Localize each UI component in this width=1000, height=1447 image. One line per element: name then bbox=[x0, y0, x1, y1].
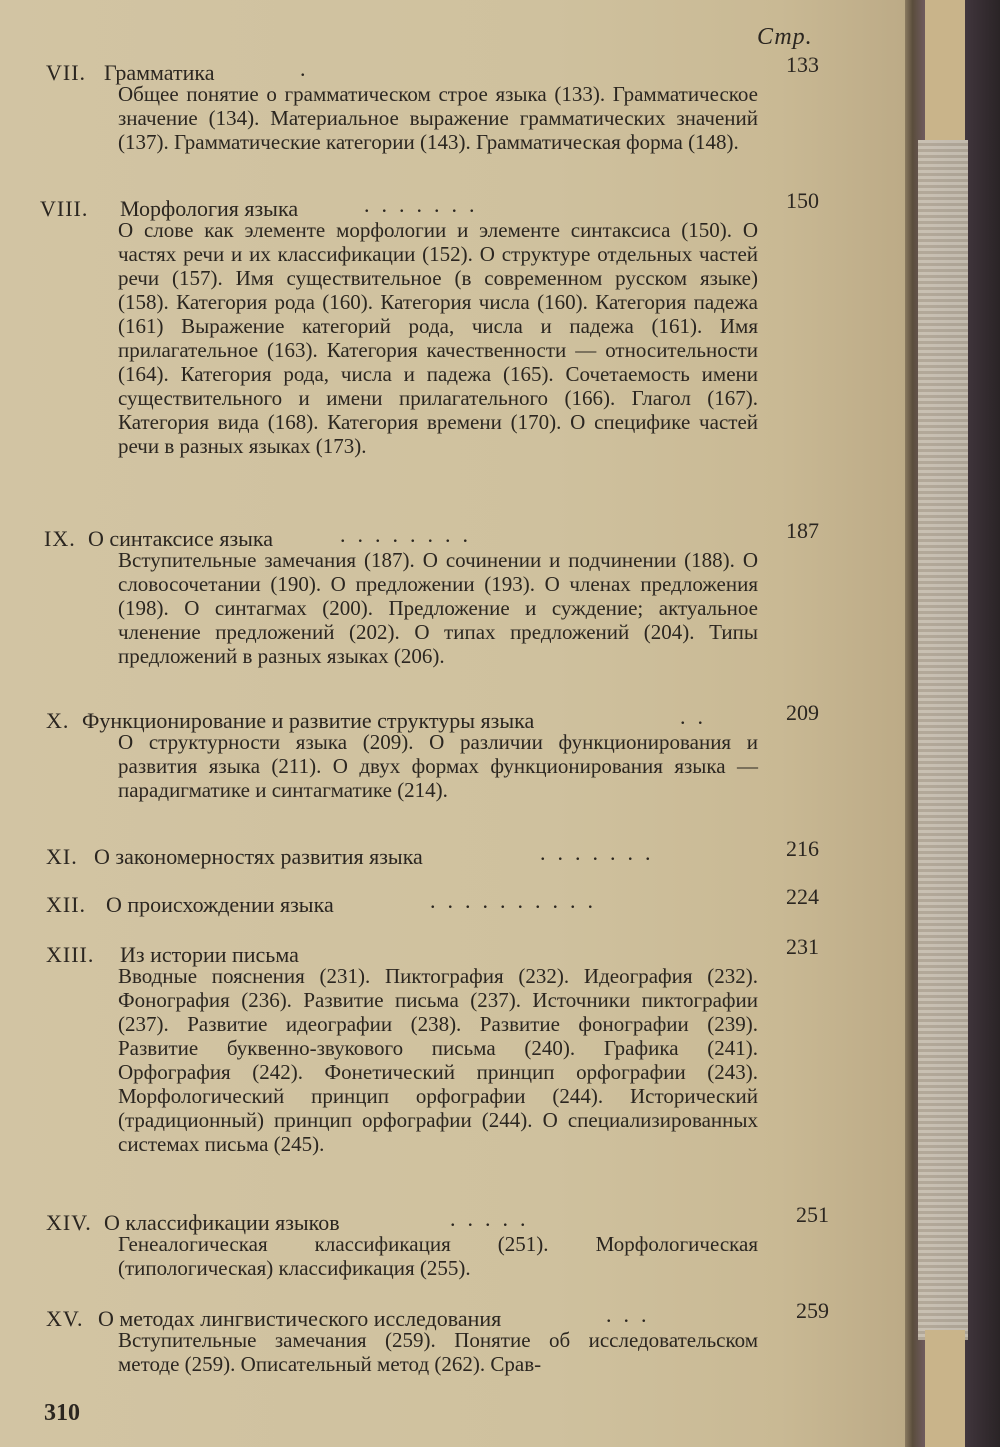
chapter-number: XI. bbox=[46, 844, 78, 869]
chapter-title: О закономерностях развития языка bbox=[94, 844, 423, 869]
leader-dots: ....... bbox=[540, 840, 663, 865]
chapter-number: XV. bbox=[46, 1306, 84, 1331]
chapter-title: О классификации языков bbox=[104, 1210, 340, 1235]
chapter-title: Грамматика bbox=[104, 60, 215, 85]
chapter-title: Из истории письма bbox=[120, 942, 299, 967]
leader-dots: .......... bbox=[430, 888, 605, 913]
chapter-page: 150 bbox=[786, 188, 819, 213]
chapter-number: XII. bbox=[46, 892, 87, 917]
chapter-title: О методах лингвистического исследования bbox=[98, 1306, 502, 1331]
chapter-contents: Вводные пояснения (231). Пиктография (232). Идеография (232). Фонография (236). Развитие письма (237). Источники пиктографии (237). Развитие идеографии (238). Развитие фонографии (239). Развитие буквенно-звукового письма (240). Графика (241). Орфография (242). Фонетический принцип орфографии (243). Морфологический принцип орфографии (244). Исторический (традиционный) принцип орфографии (244). О специализированных системах письма (245). bbox=[118, 964, 758, 1156]
leader-dots: ....... bbox=[364, 192, 487, 217]
chapter-page: 251 bbox=[796, 1202, 829, 1227]
chapter-contents: О структурности языка (209). О различии функционирования и развития языка (211). О двух формах функционирования языка — парадигматике и синтагматике (214). bbox=[118, 730, 758, 802]
leader-dots: ........ bbox=[340, 522, 480, 547]
spine-cardboard-bottom bbox=[925, 1330, 965, 1447]
chapter-page: 133 bbox=[786, 52, 819, 77]
spine-binding-tape bbox=[918, 140, 968, 1340]
chapter-contents: Общее понятие о грамматическом строе языка (133). Грамматическое значение (134). Материальное выражение грамматических значений (137). Грамматические категории (143). Грамматическая форма (148). bbox=[118, 82, 758, 154]
chapter-number: VIII. bbox=[40, 196, 89, 221]
chapter-contents: О слове как элементе морфологии и элементе синтаксиса (150). О частях речи и их классификации (152). О структуре отдельных частей речи (157). Имя существительное (в современном русском языке) (158). Категория рода (160). Категория числа (160). Категория падежа (161) Выражение категорий рода, числа и падежа (161). Имя прилагательное (163). Категория качественности — относительности (164). Категория рода, числа и падежа (165). Сочетаемость имени существительного и имени прилагательного (166). Глагол (167). Категория вида (168). Категория времени (170). О специфике частей речи в разных языках (173). bbox=[118, 218, 758, 458]
chapter-title: О происхождении языка bbox=[106, 892, 334, 917]
chapter-page: 259 bbox=[796, 1298, 829, 1323]
chapter-page: 231 bbox=[786, 934, 819, 959]
leader-dots: . bbox=[300, 56, 318, 81]
chapter-number: XIII. bbox=[46, 942, 95, 967]
chapter-number: XIV. bbox=[46, 1210, 92, 1235]
chapter-title: О синтаксисе языка bbox=[88, 526, 274, 551]
chapter-number: IX. bbox=[44, 526, 76, 551]
chapter-contents: Вступительные замечания (259). Понятие об исследовательском методе (259). Описательный метод (262). Срав- bbox=[118, 1328, 758, 1376]
leader-dots: ... bbox=[606, 1302, 659, 1327]
chapter-page: 216 bbox=[786, 836, 819, 861]
page-column-header: Стр. bbox=[757, 24, 813, 50]
page-number: 310 bbox=[44, 1400, 80, 1426]
chapter-title: Морфология языка bbox=[120, 196, 299, 221]
chapter-number: VII. bbox=[46, 60, 87, 85]
spine-cardboard-top bbox=[925, 0, 965, 140]
chapter-page: 209 bbox=[786, 700, 819, 725]
chapter-number: X. bbox=[46, 708, 70, 733]
chapter-contents: Генеалогическая классификация (251). Морфологическая (типологическая) классификация (255). bbox=[118, 1232, 758, 1280]
leader-dots: .. bbox=[680, 704, 715, 729]
chapter-page: 187 bbox=[786, 518, 819, 543]
leader-dots: ..... bbox=[450, 1206, 538, 1231]
chapter-page: 224 bbox=[786, 884, 819, 909]
chapter-title: Функционирование и развитие структуры языка bbox=[82, 708, 535, 733]
chapter-contents: Вступительные замечания (187). О сочинении и подчинении (188). О словосочетании (190). О предложении (193). О членах предложения (198). О синтагмах (200). Предложение и суждение; актуальное членение предложений (202). О типах предложений (204). Типы предложений в разных языках (206). bbox=[118, 548, 758, 668]
